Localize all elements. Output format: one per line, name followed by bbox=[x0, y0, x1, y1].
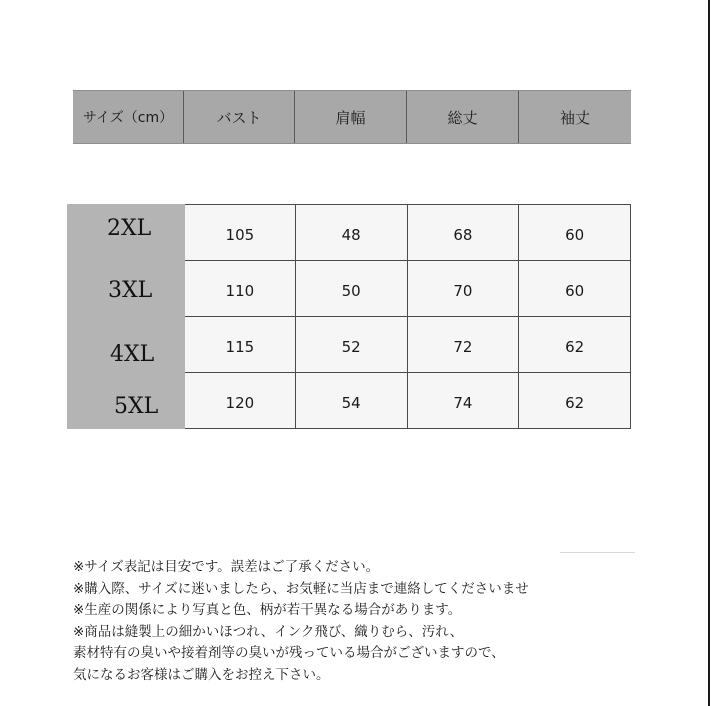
cell-total-length: 70 bbox=[408, 261, 520, 316]
cell-total-length: 68 bbox=[408, 205, 520, 260]
notes-block bbox=[73, 557, 673, 686]
header-total-length: 総丈 bbox=[407, 91, 519, 143]
note-line: ※サイズ表記は目安です。誤差はご了承ください。 bbox=[73, 559, 380, 575]
cell-shoulder: 54 bbox=[296, 373, 408, 429]
right-border-line bbox=[708, 0, 710, 706]
cell-bust: 105 bbox=[185, 205, 296, 260]
size-label-2xl: 2XL bbox=[107, 216, 152, 241]
header-bust: バスト bbox=[184, 91, 295, 143]
cell-bust: 120 bbox=[185, 373, 296, 429]
cell-total-length: 74 bbox=[408, 373, 520, 429]
cell-shoulder: 52 bbox=[296, 317, 408, 372]
cell-bust: 110 bbox=[185, 261, 296, 316]
cell-sleeve: 60 bbox=[565, 225, 585, 244]
header-shoulder-width: 肩幅 bbox=[295, 91, 407, 143]
table-row bbox=[185, 205, 630, 261]
header-size-cm: サイズ（cm） bbox=[73, 91, 184, 143]
note-line: ※購入際、サイズに迷いましたら、お気軽に当店まで連絡してくださいませ bbox=[73, 580, 529, 597]
cell-total-length: 72 bbox=[408, 317, 520, 372]
header-sleeve-length: 袖丈 bbox=[559, 108, 590, 127]
size-label-5xl: 5XL bbox=[114, 394, 159, 419]
cell-bust: 115 bbox=[185, 317, 296, 372]
size-table-body bbox=[185, 204, 631, 429]
notes-divider bbox=[560, 552, 635, 553]
size-label-3xl: 3XL bbox=[108, 278, 153, 303]
note-line: 素材特有の臭いや接着剤等の臭いが残っている場合がございますので、 bbox=[73, 645, 505, 661]
cell-shoulder: 50 bbox=[296, 261, 408, 316]
table-row bbox=[185, 261, 630, 317]
table-row bbox=[185, 317, 630, 373]
note-line: ※商品は縫製上の細かいほつれ、インク飛び、織りむら、汚れ、 bbox=[73, 623, 464, 640]
cell-shoulder: 48 bbox=[296, 205, 408, 260]
cell-sleeve: 62 bbox=[565, 337, 585, 356]
cell-sleeve: 62 bbox=[565, 394, 585, 412]
size-table-header bbox=[73, 90, 631, 144]
size-label-column bbox=[67, 204, 185, 429]
note-line: ※生産の関係により写真と色、柄が若干異なる場合があります。 bbox=[73, 602, 462, 618]
note-line: 気になるお客様はご購入をお控え下さい。 bbox=[73, 666, 330, 683]
cell-sleeve: 60 bbox=[565, 281, 585, 300]
size-label-4xl: 4XL bbox=[110, 342, 155, 367]
table-row bbox=[185, 373, 630, 429]
